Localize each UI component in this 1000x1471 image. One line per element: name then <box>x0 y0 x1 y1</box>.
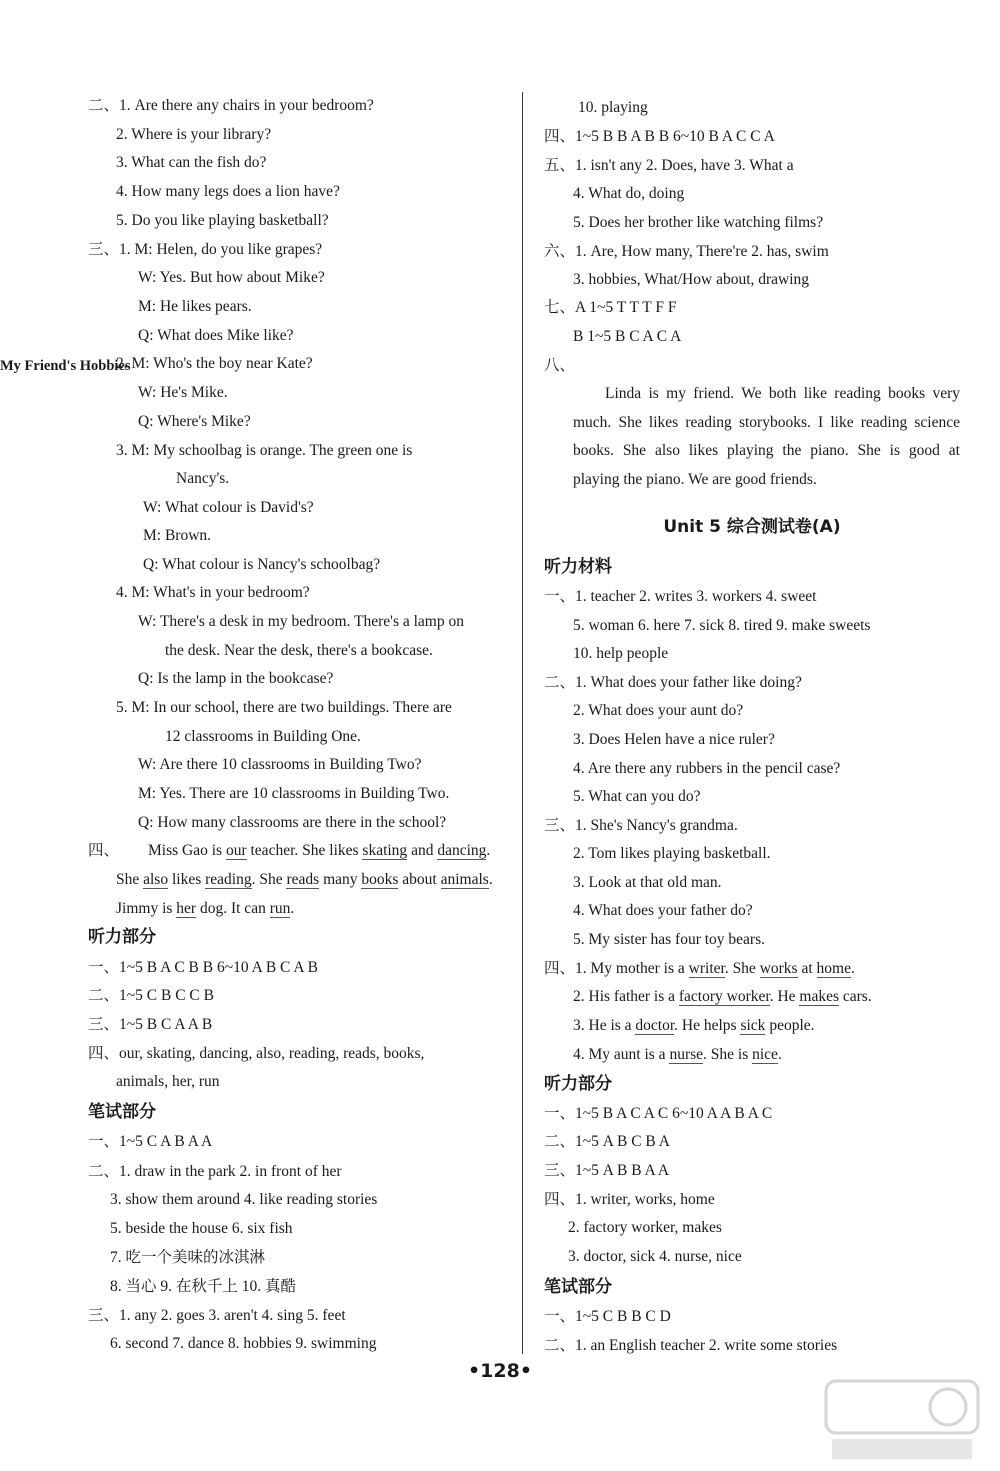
answer-line: 三、1~5 A B B A A <box>544 1162 670 1179</box>
answer-line: animals, her, run <box>116 1073 220 1090</box>
answer-line: 二、1. an English teacher 2. write some stories <box>544 1337 838 1354</box>
text-fragment: 4. My aunt is a <box>573 1046 670 1063</box>
underlined-answer: books <box>361 871 399 888</box>
underlined-answer: reads <box>286 871 320 888</box>
underlined-answer: her <box>176 900 197 917</box>
text-fragment: likes <box>168 871 206 888</box>
answer-line: 5. My sister has four toy bears. <box>573 931 765 948</box>
answer-line: 4. How many legs does a lion have? <box>116 183 340 200</box>
essay-body: Linda is my friend. We both like reading books very much. She likes reading storybooks. I like reading science books. She also likes playing the piano. She is good at playing the piano. We are good friends. <box>573 385 960 488</box>
answer-line: 二、1. draw in the park 2. in front of her <box>88 1163 342 1180</box>
text-fragment: . <box>488 871 493 888</box>
answer-line: W: What colour is David's? <box>143 499 314 516</box>
answer-line: 5. Does her brother like watching films? <box>573 214 824 231</box>
answer-line: W: Yes. But how about Mike? <box>138 269 325 286</box>
underlined-answer: writer <box>688 960 725 977</box>
text-fragment: at <box>797 960 817 977</box>
answer-line: 3. show them around 4. like reading stories <box>110 1191 378 1208</box>
answer-line: 一、1~5 B A C B B 6~10 A B C A B <box>88 959 318 976</box>
answer-line: 10. help people <box>573 645 669 662</box>
underlined-answer: run <box>269 900 291 917</box>
answer-line: 6. second 7. dance 8. hobbies 9. swimming <box>110 1335 377 1352</box>
text-fragment: people. <box>765 1017 815 1034</box>
underlined-answer: home <box>816 960 851 977</box>
text-fragment: 2. His father is a <box>573 988 679 1005</box>
answer-line: 一、1~5 C B B C D <box>544 1308 671 1325</box>
answer-line: 六、1. Are, How many, There're 2. has, swim <box>544 243 829 260</box>
underlined-answer: our <box>225 842 247 859</box>
answer-line: 四、1~5 B B A B B 6~10 B A C C A <box>544 128 775 145</box>
answer-line: 三、1~5 B C A A B <box>88 1016 213 1033</box>
underlined-answer: animals <box>440 871 489 888</box>
answer-line: 2. Tom likes playing basketball. <box>573 845 771 862</box>
column-divider <box>522 92 523 1354</box>
answer-line: Q: How many classrooms are there in the school? <box>138 814 447 831</box>
section-heading: 听力材料 <box>544 557 612 577</box>
section-heading: 听力部分 <box>88 927 156 947</box>
fill-in-line <box>573 1045 782 1065</box>
section-heading: 笔试部分 <box>544 1277 612 1297</box>
text-fragment: Miss Gao is <box>148 842 226 859</box>
answer-line: 二、1. Are there any chairs in your bedroom? <box>88 97 374 114</box>
answer-line: 5. Do you like playing basketball? <box>116 212 329 229</box>
answer-line: 八、 <box>544 357 576 374</box>
fill-in-line <box>573 987 872 1007</box>
watermark-logo-icon <box>822 1375 982 1465</box>
text-fragment: about <box>398 871 441 888</box>
text-fragment: . She <box>251 871 287 888</box>
text-fragment: . <box>486 842 491 859</box>
answer-line: 二、1. What does your father like doing? <box>544 674 802 691</box>
underlined-answer: also <box>143 871 169 888</box>
answer-line: 4. M: What's in your bedroom? <box>116 584 310 601</box>
answer-line: Q: What colour is Nancy's schoolbag? <box>143 556 381 573</box>
answer-line: 5. woman 6. here 7. sick 8. tired 9. make sweets <box>573 617 871 634</box>
text-fragment: and <box>407 842 438 859</box>
answer-line: 5. beside the house 6. six fish <box>110 1220 293 1237</box>
text-fragment: dog. It can <box>196 900 270 917</box>
answer-line: Q: What does Mike like? <box>138 327 294 344</box>
section-heading: 笔试部分 <box>88 1102 156 1122</box>
text-fragment: She <box>116 871 144 888</box>
answer-line: 4. What does your father do? <box>573 902 753 919</box>
answer-line: 3. Does Helen have a nice ruler? <box>573 731 775 748</box>
answer-line: 五、1. isn't any 2. Does, have 3. What a <box>544 157 794 174</box>
answer-line: 4. What do, doing <box>573 185 685 202</box>
answer-line: 4. Are there any rubbers in the pencil case? <box>573 760 841 777</box>
answer-line: 二、1~5 A B C B A <box>544 1133 670 1150</box>
section-heading: 听力部分 <box>544 1074 612 1094</box>
underlined-answer: dancing <box>437 842 487 859</box>
answer-line: 二、1~5 C B C C B <box>88 987 214 1004</box>
essay-title: My Friend's Hobbies <box>0 358 131 374</box>
text-fragment: teacher. She likes <box>246 842 363 859</box>
text-fragment: Jimmy is <box>116 900 177 917</box>
fill-in-line <box>544 959 855 979</box>
answer-line: 七、A 1~5 T T T F F <box>544 299 677 316</box>
unit-title: Unit 5 综合测试卷(A) <box>663 517 841 537</box>
underlined-answer: doctor <box>635 1017 675 1034</box>
underlined-answer: factory worker <box>678 988 770 1005</box>
text-fragment: many <box>319 871 362 888</box>
answer-line: B 1~5 B C A C A <box>573 328 682 345</box>
text-fragment: 四、1. My mother is a <box>544 960 689 977</box>
answer-line: W: There's a desk in my bedroom. There's a lamp on <box>138 613 464 630</box>
text-fragment: . <box>777 1046 782 1063</box>
answer-line: Q: Where's Mike? <box>138 413 251 430</box>
answer-line: 3. doctor, sick 4. nurse, nice <box>568 1248 742 1265</box>
answer-line: 三、1. M: Helen, do you like grapes? <box>88 241 323 258</box>
answer-line: M: Yes. There are 10 classrooms in Building Two. <box>138 785 450 802</box>
answer-line: 5. M: In our school, there are two buildings. There are <box>116 699 452 716</box>
answer-line: 四、1. writer, works, home <box>544 1191 715 1208</box>
page-number: •128• <box>468 1360 532 1382</box>
answer-line: W: He's Mike. <box>138 384 228 401</box>
text-fragment: . She is <box>703 1046 753 1063</box>
answer-line: 7. 吃一个美味的冰淇淋 <box>110 1249 266 1266</box>
underlined-answer: sick <box>740 1017 766 1034</box>
answer-line: 四、our, skating, dancing, also, reading, reads, books, <box>88 1045 425 1062</box>
underlined-answer: makes <box>799 988 840 1005</box>
answer-line: 一、1. teacher 2. writes 3. workers 4. sweet <box>544 588 817 605</box>
answer-line: 一、1~5 C A B A A <box>88 1133 213 1150</box>
answer-line: 2. M: Who's the boy near Kate? <box>116 355 313 372</box>
answer-line: 2. What does your aunt do? <box>573 702 744 719</box>
answer-line: 2. Where is your library? <box>116 126 272 143</box>
answer-line: 一、1~5 B A C A C 6~10 A A B A C <box>544 1105 773 1122</box>
answer-line: Q: Is the lamp in the bookcase? <box>138 670 334 687</box>
text-fragment: . <box>850 960 855 977</box>
answer-line: 三、1. any 2. goes 3. aren't 4. sing 5. feet <box>88 1307 346 1324</box>
fill-in-line <box>116 870 493 890</box>
answer-line: 3. Look at that old man. <box>573 874 722 891</box>
underlined-answer: skating <box>362 842 408 859</box>
answer-line: Nancy's. <box>176 470 230 487</box>
fill-in-line <box>573 1016 815 1036</box>
answer-line: M: Brown. <box>143 527 212 544</box>
text-fragment: . He helps <box>674 1017 741 1034</box>
underlined-answer: nice <box>752 1046 778 1063</box>
answer-line: 三、1. She's Nancy's grandma. <box>544 817 738 834</box>
answer-line: 8. 当心 9. 在秋千上 10. 真酷 <box>110 1278 297 1295</box>
section-label: 四、 <box>88 842 120 859</box>
underlined-answer: works <box>759 960 798 977</box>
answer-line: 10. playing <box>578 99 648 116</box>
answer-line: 3. hobbies, What/How about, drawing <box>573 271 810 288</box>
text-fragment: cars. <box>839 988 872 1005</box>
answer-line: 5. What can you do? <box>573 788 701 805</box>
text-fragment: . She <box>724 960 760 977</box>
answer-line: the desk. Near the desk, there's a bookcase. <box>165 642 433 659</box>
answer-line: W: Are there 10 classrooms in Building Two? <box>138 756 422 773</box>
text-fragment: 3. He is a <box>573 1017 636 1034</box>
underlined-answer: reading <box>205 871 252 888</box>
answer-line: 12 classrooms in Building One. <box>165 728 361 745</box>
text-fragment: . He <box>769 988 800 1005</box>
fill-in-line <box>148 841 490 861</box>
text-fragment: . <box>290 900 295 917</box>
answer-line: 3. M: My schoolbag is orange. The green one is <box>116 442 413 459</box>
answer-line: M: He likes pears. <box>138 298 252 315</box>
fill-in-line <box>116 899 294 919</box>
answer-line: 2. factory worker, makes <box>568 1219 722 1236</box>
underlined-answer: nurse <box>669 1046 704 1063</box>
answer-line: 3. What can the fish do? <box>116 154 267 171</box>
